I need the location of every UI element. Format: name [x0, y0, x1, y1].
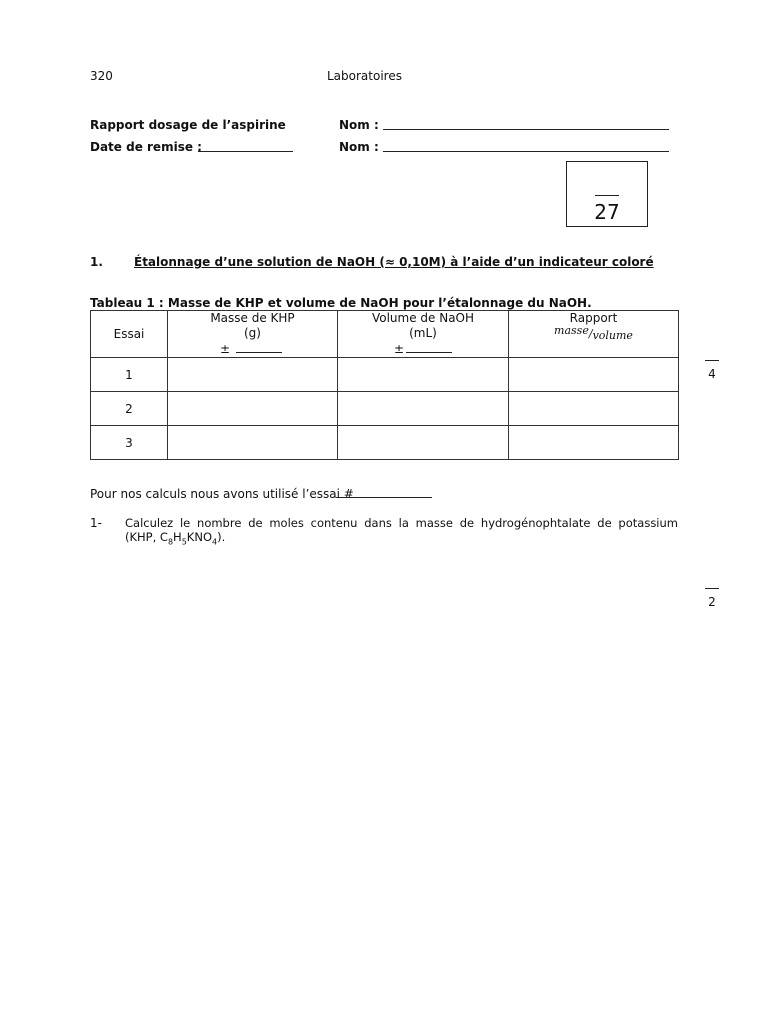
header-mass-line1: Masse de KHP: [210, 311, 295, 325]
mass-cell[interactable]: [168, 426, 338, 460]
header-essai: [91, 311, 168, 358]
formula-kno: KNO: [186, 530, 212, 544]
formula-sub-5: 5: [181, 537, 187, 547]
mass-cell[interactable]: [168, 358, 338, 392]
table-row: [91, 426, 679, 460]
header-volume: [338, 311, 509, 358]
header-mass: [168, 311, 338, 358]
side-score-table: [705, 360, 719, 381]
ratio-cell[interactable]: [509, 426, 679, 460]
volume-cell[interactable]: [338, 392, 509, 426]
volume-uncertainty-field[interactable]: [406, 341, 452, 353]
formula-sub-8: 8: [167, 537, 174, 547]
formula-sub-4: 4: [212, 537, 218, 547]
name-label-1: Nom :: [339, 118, 379, 132]
header-mass-line2: (g): [244, 326, 261, 340]
section-title: Étalonnage d’une solution de NaOH (≈ 0,10M) à l’aide d’un indicateur coloré: [134, 255, 654, 269]
side-score-question1-value: 2: [708, 595, 716, 609]
section-number: 1.: [90, 255, 103, 269]
question1-line2: [125, 530, 225, 546]
due-date-label: Date de remise :: [90, 140, 202, 154]
name-label-2: Nom :: [339, 140, 379, 154]
ratio-denominator: volume: [592, 329, 633, 342]
table-caption: Tableau 1 : Masse de KHP et volume de NaOH pour l’étalonnage du NaOH.: [90, 296, 592, 310]
page-number: 320: [90, 69, 113, 83]
calibration-table: [90, 310, 679, 460]
mass-uncertainty-field[interactable]: [236, 341, 282, 353]
report-title: Rapport dosage de l’aspirine: [90, 118, 286, 132]
essai-cell: 2: [91, 392, 168, 426]
ratio-cell[interactable]: [509, 392, 679, 426]
side-score-question1-blank[interactable]: [705, 588, 719, 595]
header-ratio-line1: Rapport: [569, 311, 618, 325]
question1-number: 1-: [90, 516, 102, 530]
volume-cell[interactable]: [338, 426, 509, 460]
mass-uncertainty-sign: ±: [220, 342, 231, 356]
name-field-1[interactable]: [383, 117, 669, 130]
side-score-table-value: 4: [708, 367, 716, 381]
ratio-formula: [509, 326, 678, 341]
mass-cell[interactable]: [168, 392, 338, 426]
header-volume-line1: Volume de NaOH: [371, 311, 475, 325]
header-volume-line2: (mL): [409, 326, 437, 340]
volume-uncertainty-sign: ±: [394, 342, 405, 356]
formula-h: H: [173, 530, 182, 544]
due-date-field[interactable]: [198, 139, 293, 152]
table-row: [91, 358, 679, 392]
side-score-table-blank[interactable]: [705, 360, 719, 367]
essai-used-field[interactable]: [336, 485, 432, 498]
score-total: 27: [594, 200, 620, 224]
volume-cell[interactable]: [338, 358, 509, 392]
ratio-numerator: masse: [554, 324, 589, 337]
ratio-cell[interactable]: [509, 358, 679, 392]
side-score-question1: [705, 588, 719, 609]
name-field-2[interactable]: [383, 139, 669, 152]
formula-suffix: ).: [217, 530, 226, 544]
question1-line1: Calculez le nombre de moles contenu dans la masse de hydrogénophtalate de potassium: [125, 516, 678, 530]
total-score-box: [566, 161, 648, 227]
header-essai-label: Essai: [113, 326, 145, 341]
score-blank-line[interactable]: [595, 195, 619, 196]
header-ratio: [509, 311, 679, 358]
essai-cell: 3: [91, 426, 168, 460]
section-header: Laboratoires: [327, 69, 402, 83]
table-row: [91, 392, 679, 426]
ratio-slash: /: [588, 327, 593, 340]
essai-used-text: Pour nos calculs nous avons utilisé l’essai #: [90, 487, 354, 501]
formula-prefix: (KHP, C: [125, 530, 168, 544]
essai-cell: 1: [91, 358, 168, 392]
